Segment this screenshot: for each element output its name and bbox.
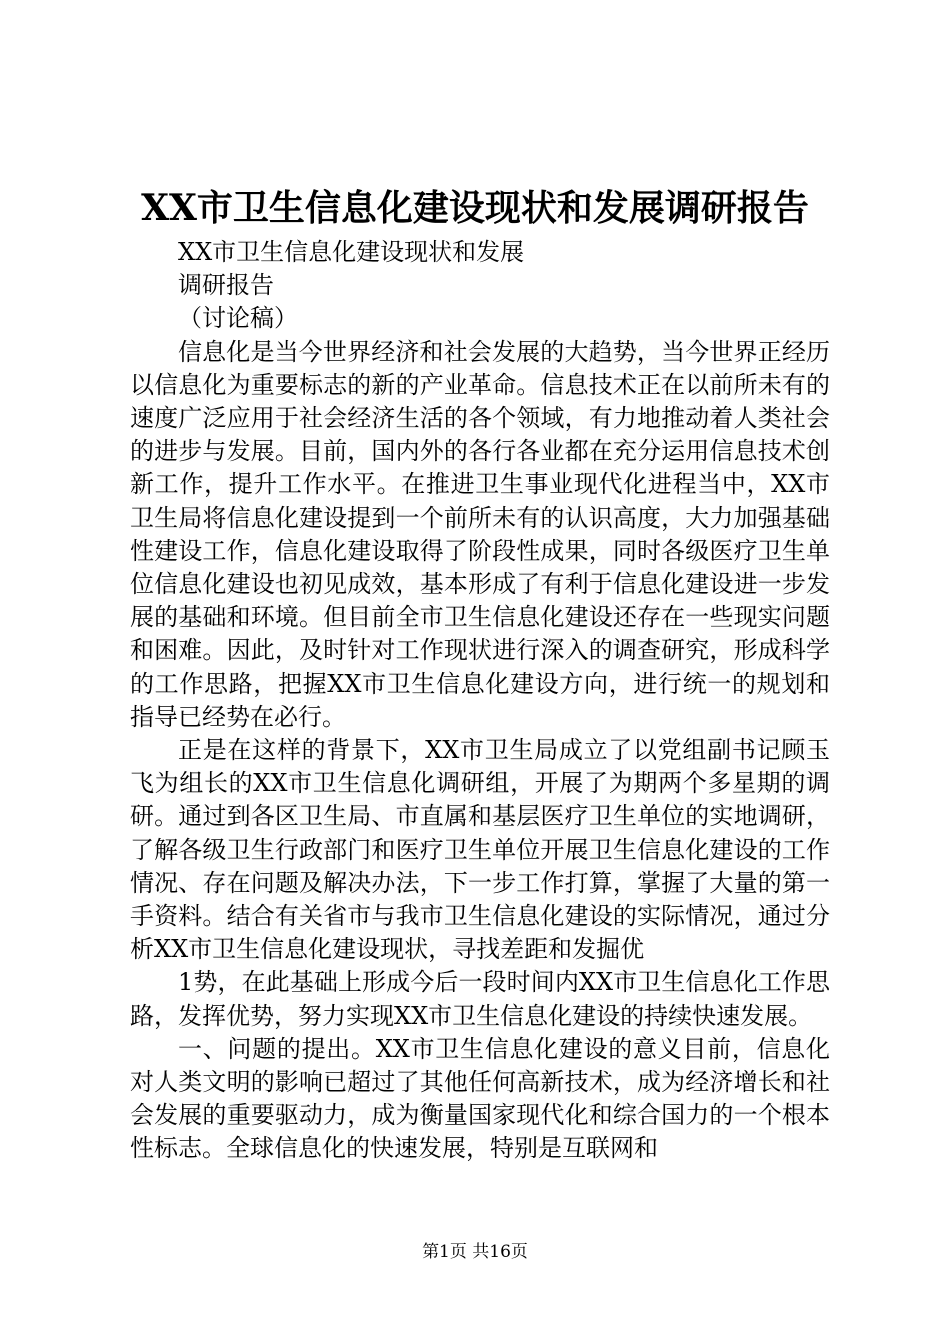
draft-note: （讨论稿）: [178, 304, 298, 333]
page-footer: 第1页 共16页: [422, 1242, 528, 1262]
document-title: XX市卫生信息化建设现状和发展调研报告: [141, 187, 809, 229]
paragraph: 一、问题的提出。XX市卫生信息化建设的意义目前，信息化对人类文明的影响已超过了其他任何高新技术，成为经济增长和社会发展的重要驱动力，成为衡量国家现代化和综合国力的一个根本性标志。全球信息化的快速发展，特别是互联网和: [130, 1034, 830, 1163]
subtitle-line-1: XX市卫生信息化建设现状和发展: [178, 238, 525, 266]
paragraph: 信息化是当今世界经济和社会发展的大趋势，当今世界正经历以信息化为重要标志的新的产业革命。信息技术正在以前所未有的速度广泛应用于社会经济生活的各个领域，有力地推动着人类社会的进步与发展。目前，国内外的各行各业都在充分运用信息技术创新工作，提升工作水平。在推进卫生事业现代化进程当中，XX市卫生局将信息化建设提到一个前所未有的认识高度，大力加强基础性建设工作，信息化建设取得了阶段性成果，同时各级医疗卫生单位信息化建设也初见成效，基本形成了有利于信息化建设进一步发展的基础和环境。但目前全市卫生信息化建设还存在一些现实问题和困难。因此，及时针对工作现状进行深入的调查研究，形成科学的工作思路，把握XX市卫生信息化建设方向，进行统一的规划和指导已经势在必行。: [130, 337, 830, 731]
paragraph: 正是在这样的背景下，XX市卫生局成立了以党组副书记顾玉飞为组长的XX市卫生信息化调研组，开展了为期两个多星期的调研。通过到各区卫生局、市直属和基层医疗卫生单位的实地调研，了解各级卫生行政部门和医疗卫生单位开展卫生信息化建设的工作情况、存在问题及解决办法，下一步工作打算，掌握了大量的第一手资料。结合有关省市与我市卫生信息化建设的实际情况，通过分析XX市卫生信息化建设现状，寻找差距和发掘优: [130, 736, 830, 964]
paragraph: 1势，在此基础上形成今后一段时间内XX市卫生信息化工作思路，发挥优势，努力实现XX市卫生信息化建设的持续快速发展。: [130, 968, 830, 1030]
subtitle-line-2: 调研报告: [178, 271, 274, 300]
document-body: [130, 236, 830, 1166]
